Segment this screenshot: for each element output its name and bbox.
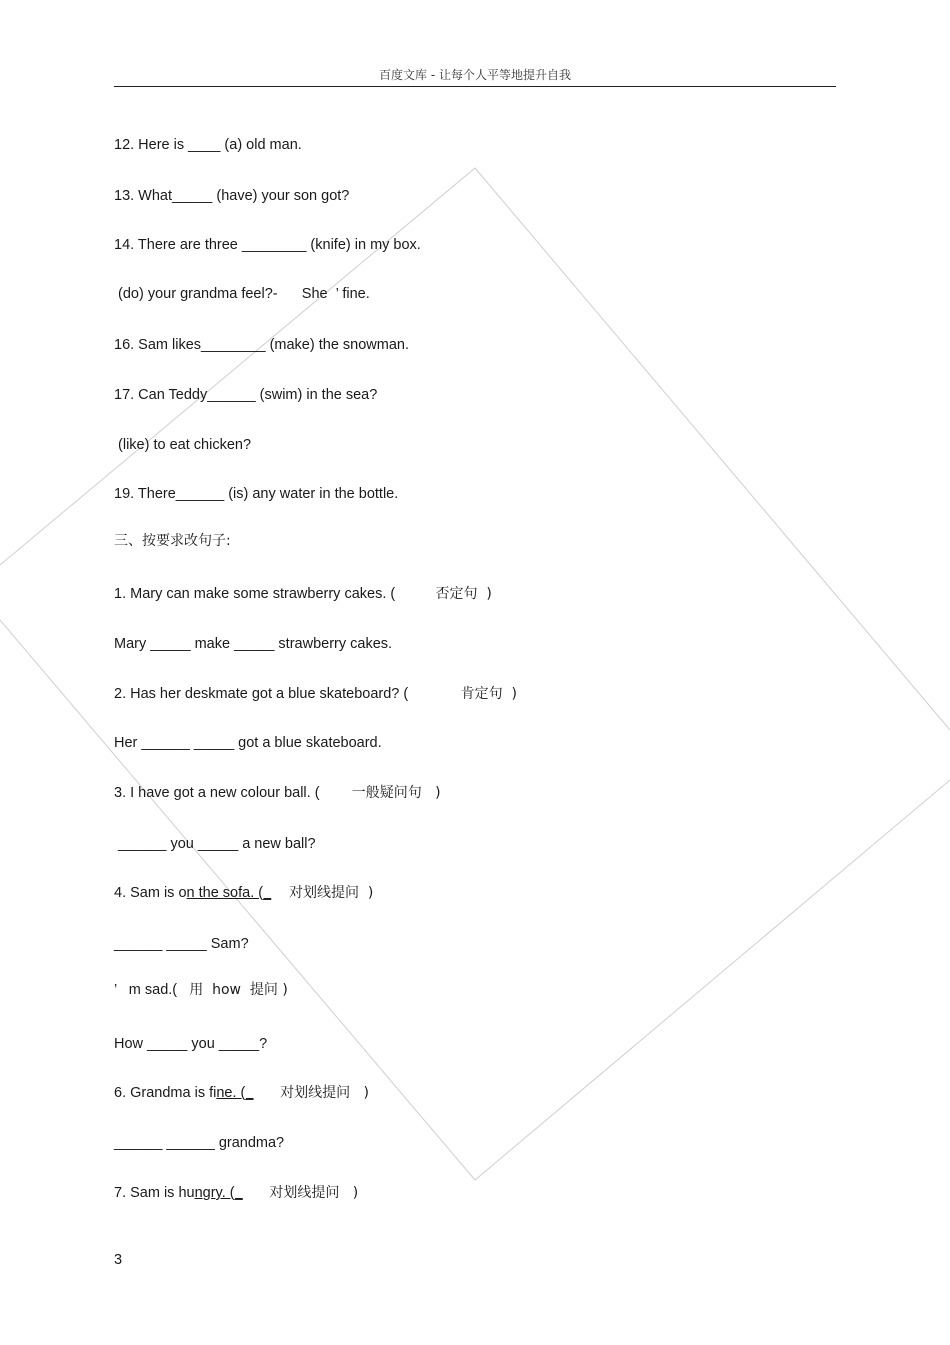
sentence-4-text: 4. Sam is o — [114, 885, 187, 901]
question-18: (like) to eat chicken? — [114, 437, 252, 453]
sentence-5-instruction: 用 how 提问 ) — [189, 982, 288, 998]
sentence-7-text: 7. Sam is hu — [114, 1185, 195, 1201]
question-12: 12. Here is ____ (a) old man. — [114, 137, 302, 153]
sentence-1-text: 1. Mary can make some strawberry cakes. ( — [114, 586, 436, 602]
sentence-6-underlined: ne. (_ — [216, 1085, 254, 1101]
sentence-4 — [114, 884, 373, 902]
sentence-6-text: 6. Grandma is fi — [114, 1085, 217, 1101]
sentence-2-text: 2. Has her deskmate got a blue skateboard? ( — [114, 686, 461, 702]
sentence-3-instruction: 一般疑问句 ) — [351, 785, 441, 801]
sentence-1 — [114, 585, 492, 603]
sentence-6 — [114, 1084, 369, 1102]
page-header — [114, 66, 836, 87]
sentence-2 — [114, 685, 517, 703]
sentence-5-text: ’ m sad.( — [114, 982, 190, 998]
question-16: 16. Sam likes________ (make) the snowman. — [114, 337, 409, 353]
sentence-1-instruction: 否定句 ) — [435, 586, 492, 602]
sentence-6-answer: ______ ______ grandma? — [114, 1135, 285, 1151]
sentence-4-instruction: 对划线提问 ) — [271, 885, 374, 901]
section-3-heading: 三、按要求改句子: — [114, 533, 231, 549]
question-14: 14. There are three ________ (knife) in my box. — [114, 237, 421, 253]
sentence-5-answer: How _____ you _____? — [114, 1036, 268, 1052]
sentence-4-underlined: n the sofa. (_ — [186, 885, 272, 901]
sentence-7-instruction: 对划线提问 ) — [242, 1185, 359, 1201]
question-17: 17. Can Teddy______ (swim) in the sea? — [114, 387, 378, 403]
page-number: 3 — [114, 1252, 123, 1268]
sentence-2-answer: Her ______ _____ got a blue skateboard. — [114, 735, 382, 751]
sentence-3-text: 3. I have got a new colour ball. ( — [114, 785, 352, 801]
sentence-5 — [114, 981, 288, 999]
question-15: (do) your grandma feel?- She ’ fine. — [114, 286, 370, 302]
question-13: 13. What_____ (have) your son got? — [114, 188, 350, 204]
sentence-6-instruction: 对划线提问 ) — [253, 1085, 369, 1101]
sentence-7 — [114, 1184, 358, 1202]
header-text: 百度文库 - 让每个人平等地提升自我 — [379, 68, 571, 82]
sentence-3 — [114, 784, 441, 802]
sentence-2-instruction: 肯定句 ) — [460, 686, 517, 702]
sentence-4-answer: ______ _____ Sam? — [114, 936, 249, 952]
sentence-3-answer: ______ you _____ a new ball? — [114, 836, 316, 852]
sentence-1-answer: Mary _____ make _____ strawberry cakes. — [114, 636, 393, 652]
sentence-7-underlined: ngry. (_ — [194, 1185, 243, 1201]
question-19: 19. There______ (is) any water in the bottle. — [114, 486, 399, 502]
